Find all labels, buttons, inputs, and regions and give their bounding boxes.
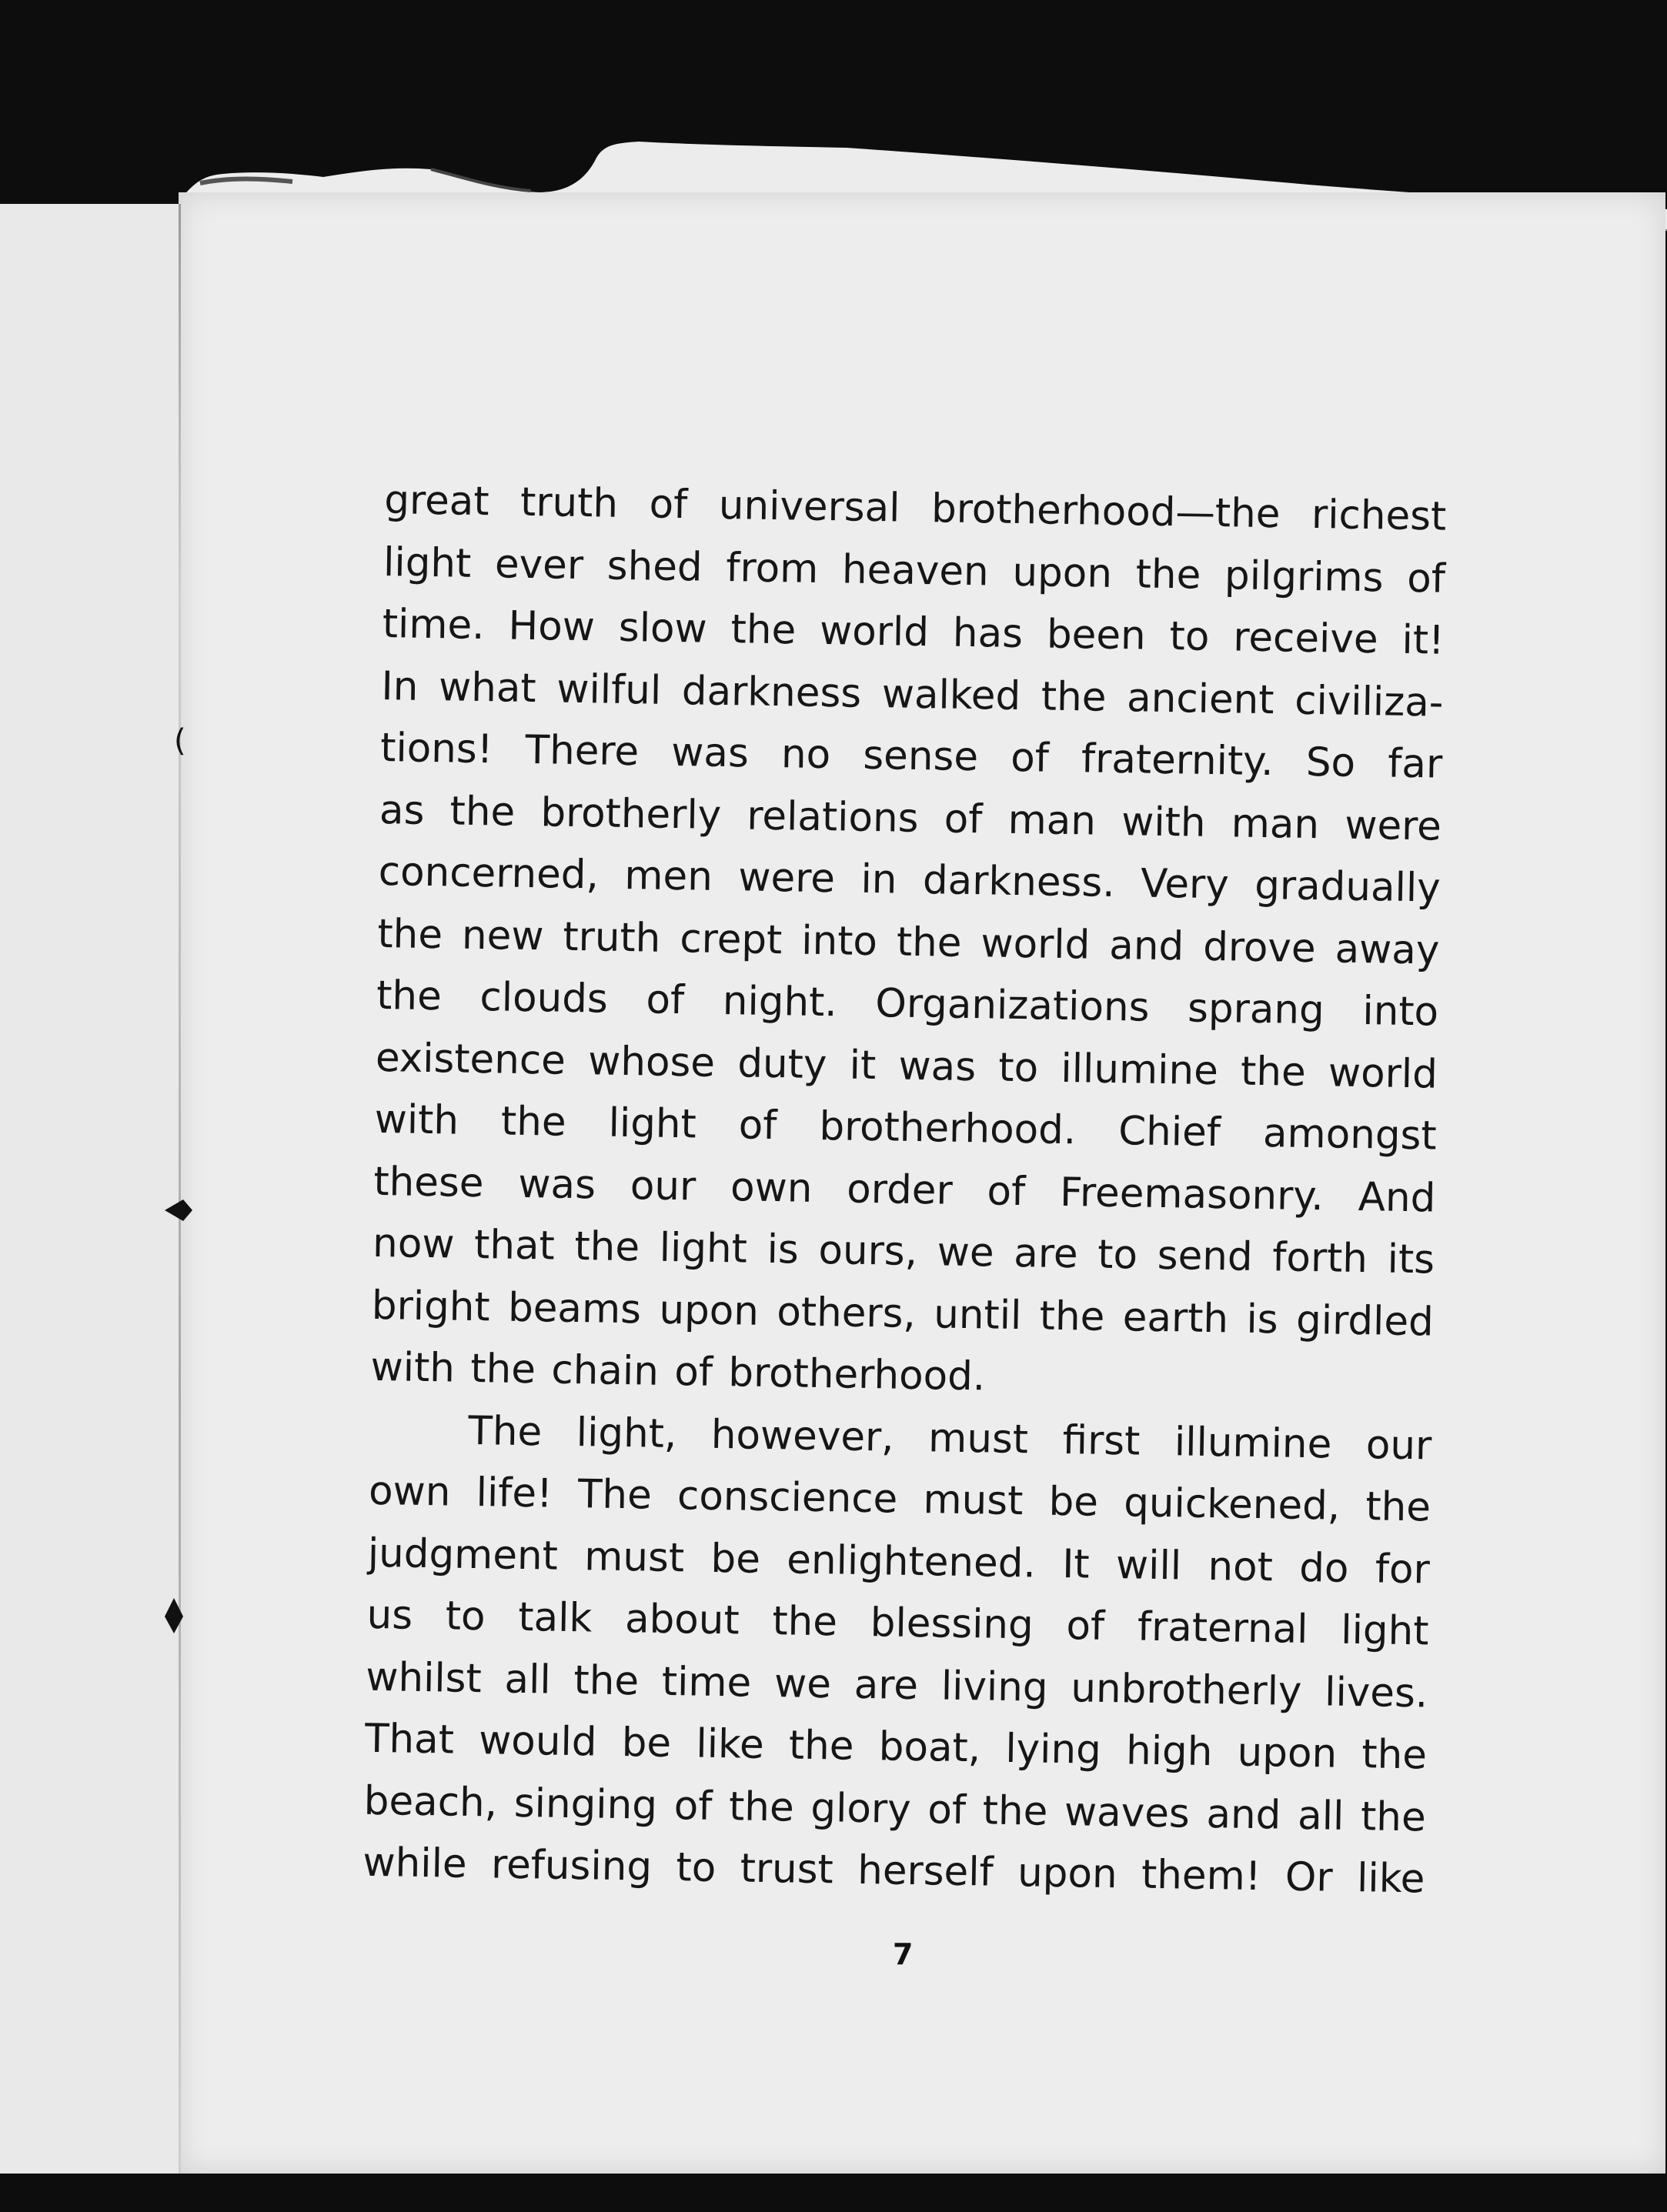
text-line: now that the light is ours, we are to send forth its — [372, 1219, 1435, 1283]
text-line: with the light of brotherhood. Chief amongst — [374, 1096, 1438, 1159]
text-line: while refusing to trust herself upon them! Or like — [362, 1839, 1425, 1903]
text-line: whilst all the time we are living unbrotherly lives. — [365, 1653, 1428, 1717]
text-line: the new truth crept into the world and drove away — [377, 910, 1440, 974]
text-line: existence whose duty it was to illumine the world — [375, 1034, 1438, 1098]
margin-mark-paren: ( — [174, 723, 186, 759]
text-line: these was our own order of Freemasonry. And — [372, 1158, 1436, 1222]
text-line: judgment must be enlightened. It will not do for — [367, 1530, 1431, 1593]
text-line: the clouds of night. Organizations sprang into — [376, 972, 1439, 1036]
text-line: concerned, men were in darkness. Very gradually — [378, 848, 1442, 912]
text-line: as the brotherly relations of man with man were — [379, 786, 1442, 850]
text-line: tions! There was no sense of fraternity. So far — [379, 724, 1443, 788]
text-line: In what wilful darkness walked the ancient civiliza- — [381, 662, 1444, 726]
text-line: time. How slow the world has been to receive it! — [382, 600, 1445, 664]
text-line: The light, however, must first illumine our — [467, 1407, 1432, 1470]
text-line: own life! The conscience must be quickened, the — [368, 1467, 1431, 1531]
margin-mark-arrow — [163, 1196, 194, 1224]
text-line: great truth of universal brotherhood—the richest — [383, 476, 1447, 540]
paragraph-2 — [362, 1398, 1432, 1910]
text-line: beach, singing of the glory of the waves and all the — [363, 1777, 1427, 1840]
text-line: us to talk about the blessing of fraternal light — [366, 1591, 1429, 1655]
page-number: 7 — [893, 1937, 914, 1971]
body-text — [362, 469, 1447, 1910]
text-line: That would be like the boat, lying high upon the — [364, 1715, 1428, 1779]
text-line: bright beams upon others, until the earth is girdled — [371, 1282, 1435, 1346]
paragraph-1 — [370, 469, 1447, 1415]
margin-mark-drop — [163, 1596, 185, 1635]
page-gutter-line — [179, 204, 181, 2174]
text-line: with the chain of brotherhood. — [370, 1343, 986, 1400]
facing-page-strip — [0, 204, 182, 2174]
text-line: light ever shed from heaven upon the pilgrims of — [383, 539, 1446, 602]
